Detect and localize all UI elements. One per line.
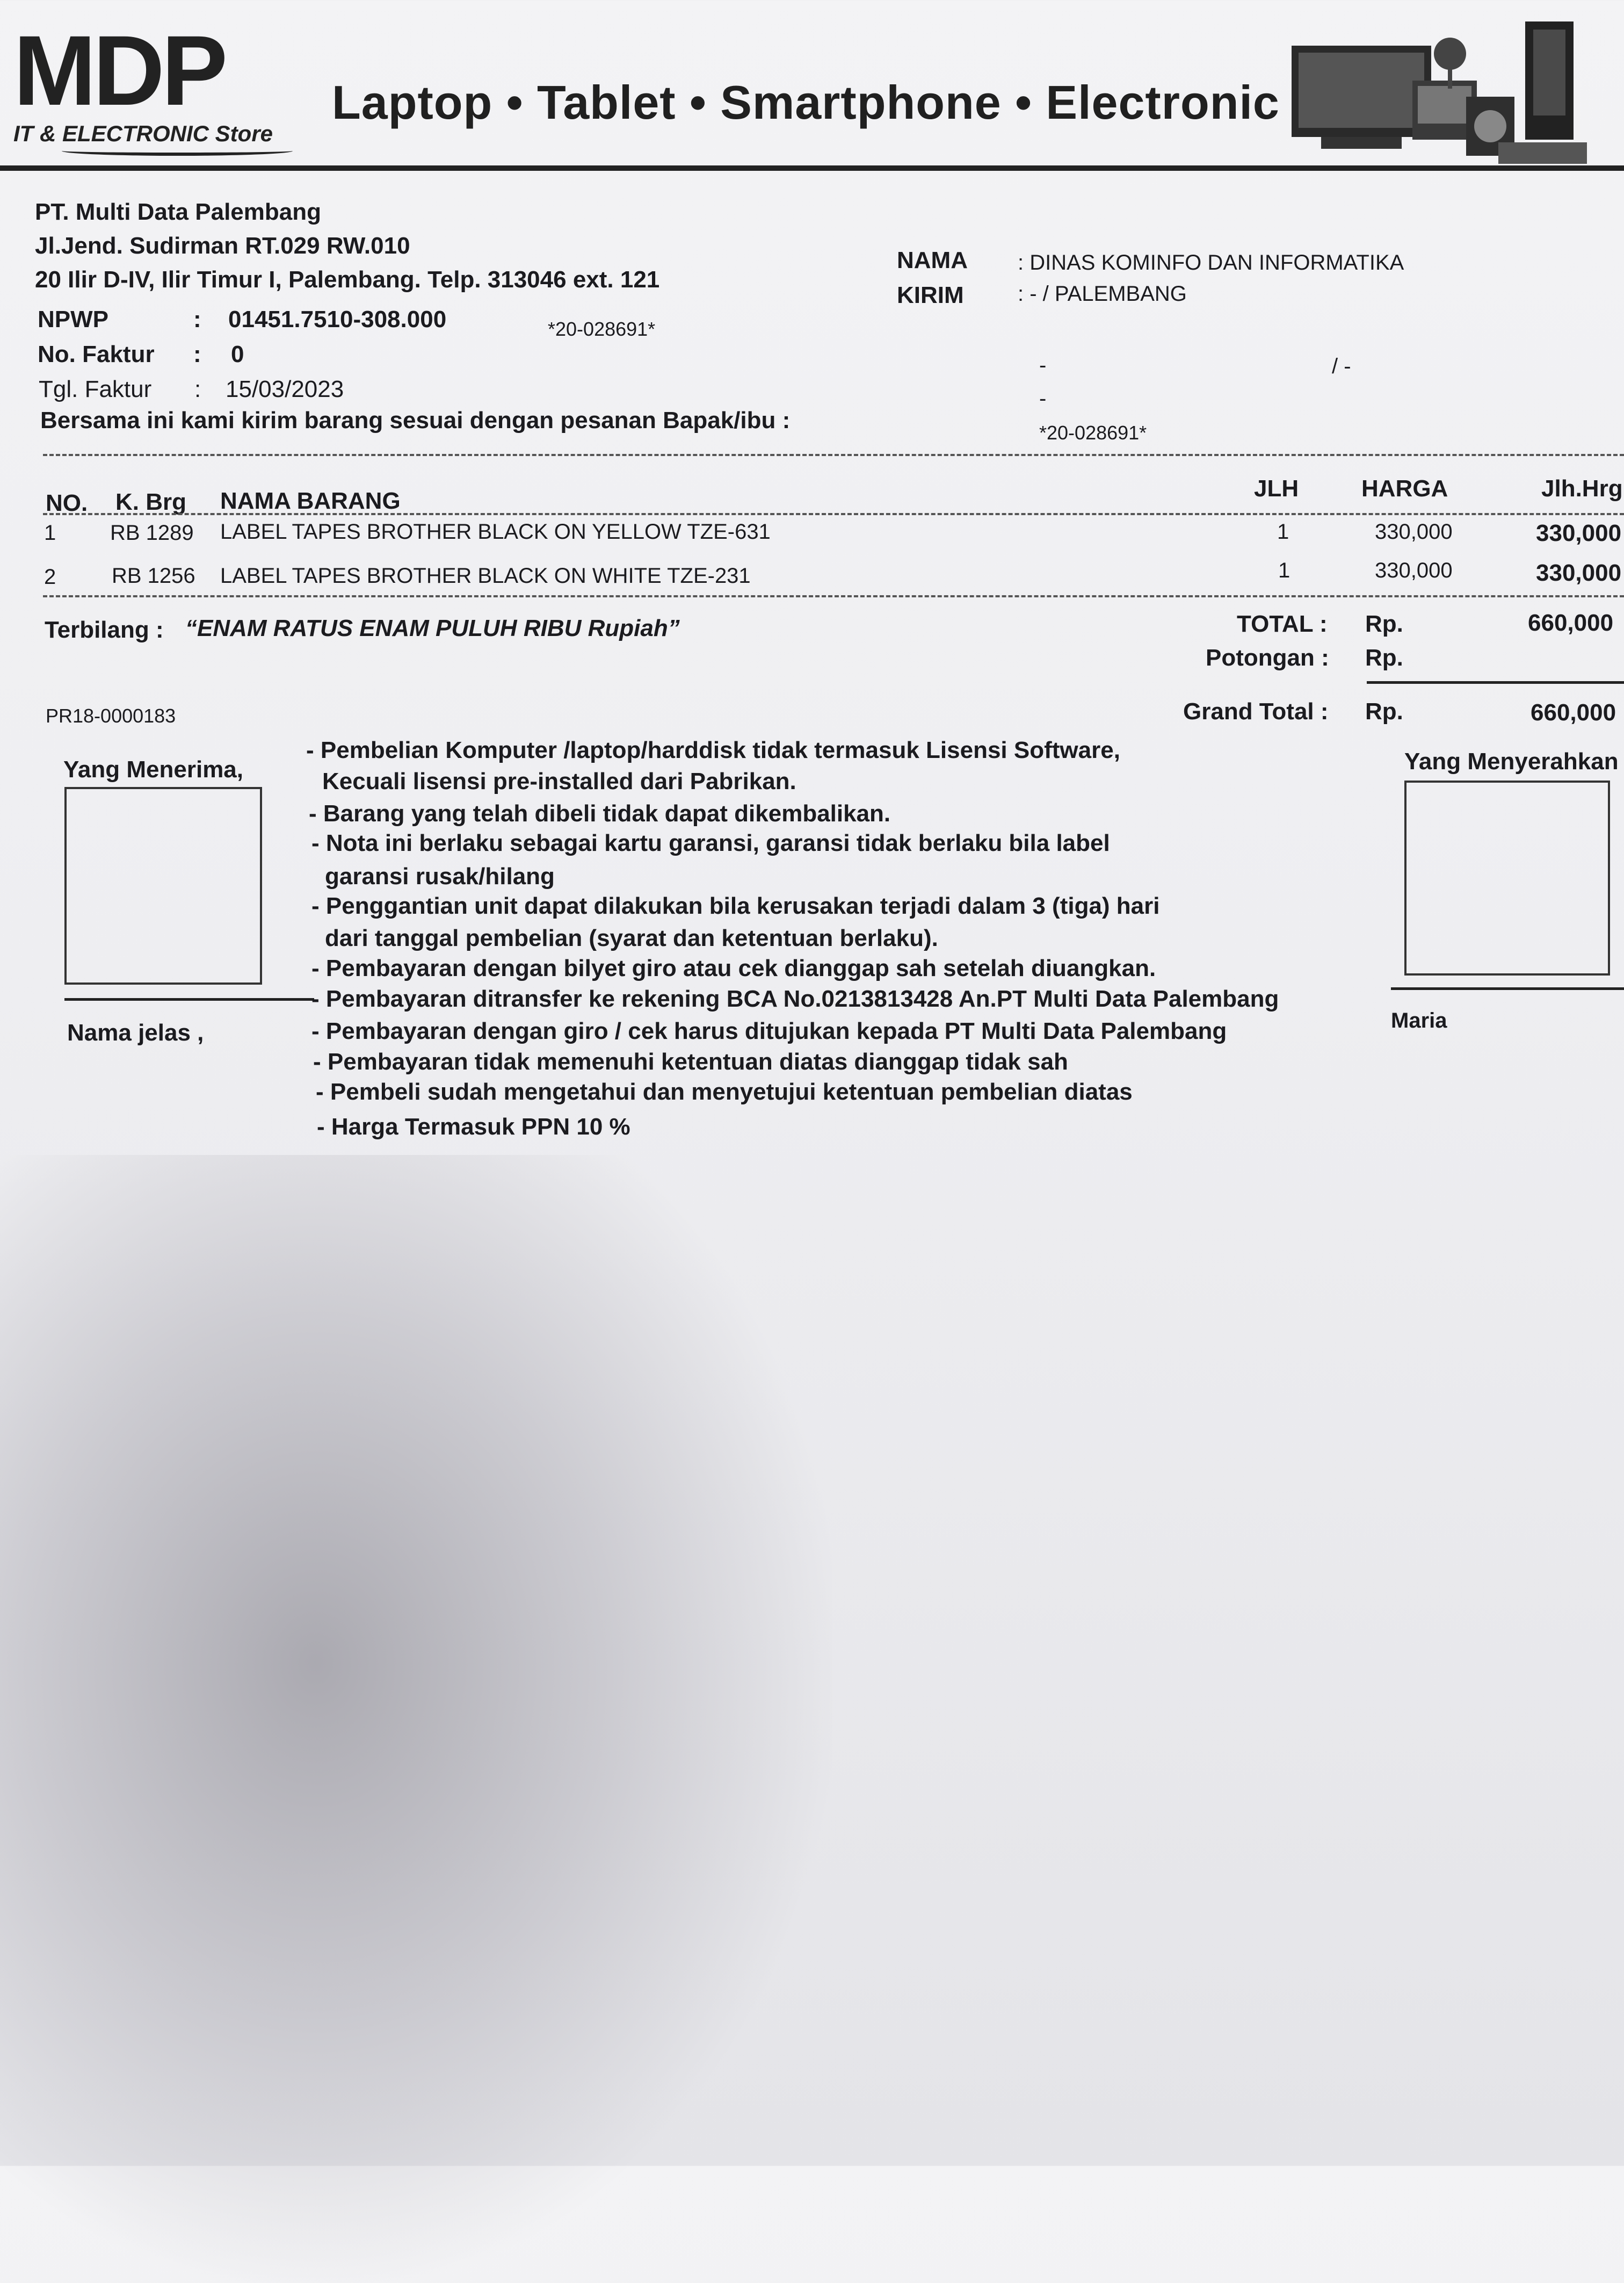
potongan-currency: Rp. (1365, 645, 1403, 671)
col-header-jlhhrg: Jlh.Hrg (1541, 475, 1623, 502)
giver-signature-line (1391, 987, 1624, 990)
barcode-text-left: *20-028691* (548, 318, 656, 340)
term-line: - Pembayaran dengan bilyet giro atau cek dianggap sah setelah diuangkan. (311, 955, 1156, 981)
recipient-dash-1: - (1039, 353, 1047, 377)
grand-total-currency: Rp. (1365, 698, 1403, 725)
logo-swoosh (62, 146, 293, 156)
summary-rule (1367, 681, 1624, 684)
faktur-label: No. Faktur (38, 341, 155, 367)
row-total: 330,000 (1536, 560, 1622, 586)
kirim-label: KIRIM (897, 282, 964, 308)
recipient-dash-2: / - (1332, 355, 1351, 378)
term-line: dari tanggal pembelian (syarat dan ketentuan berlaku). (325, 925, 938, 951)
grand-total-label: Grand Total : (1183, 698, 1329, 725)
total-value: 660,000 (1528, 610, 1614, 636)
logo-subtitle: IT & ELECTRONIC Store (13, 121, 273, 146)
term-line: - Pembayaran ditransfer ke rekening BCA No.0213813428 An.PT Multi Data Palembang (311, 986, 1279, 1012)
giver-label: Yang Menyerahkan (1404, 748, 1619, 775)
term-line: garansi rusak/hilang (325, 863, 555, 890)
recipient-dash-3: - (1039, 387, 1047, 410)
row-jlh: 1 (1277, 520, 1289, 544)
barcode-text-right: *20-028691* (1039, 422, 1147, 444)
row-harga: 330,000 (1375, 559, 1453, 582)
col-header-jlh: JLH (1254, 475, 1299, 502)
giver-signature-box (1404, 781, 1610, 976)
term-line: - Pembayaran dengan giro / cek harus ditujukan kepada PT Multi Data Palembang (311, 1018, 1227, 1044)
giver-name: Maria (1391, 1009, 1447, 1032)
reference-number: PR18-0000183 (46, 705, 176, 727)
col-header-nama: NAMA BARANG (220, 488, 401, 514)
nama-value: : DINAS KOMINFO DAN INFORMATIKA (1018, 251, 1404, 274)
npwp-label: NPWP (38, 306, 108, 333)
term-line: - Pembelian Komputer /laptop/harddisk tidak termasuk Lisensi Software, (306, 737, 1120, 763)
store-logo (13, 16, 293, 156)
row-total: 330,000 (1536, 520, 1622, 546)
electronics-devices-icon (1289, 16, 1590, 167)
term-line: - Nota ini berlaku sebagai kartu garansi, garansi tidak berlaku bila label (311, 830, 1110, 856)
divider-dashed-2 (43, 513, 1624, 515)
row-kbrg: RB 1289 (110, 521, 194, 545)
store-tagline: Laptop • Tablet • Smartphone • Electronic (332, 76, 1280, 129)
logo-text: MDP (13, 16, 225, 126)
intro-text: Bersama ini kami kirim barang sesuai dengan pesanan Bapak/ibu : (40, 407, 791, 434)
row-kbrg: RB 1256 (112, 564, 195, 588)
faktur-colon: : (193, 341, 201, 367)
npwp-colon: : (193, 306, 201, 333)
row-no: 2 (44, 565, 56, 589)
grand-total-value: 660,000 (1531, 699, 1616, 726)
company-name: PT. Multi Data Palembang (35, 199, 321, 225)
tgl-colon: : (194, 376, 201, 402)
terbilang-label: Terbilang : (45, 617, 164, 643)
tgl-label: Tgl. Faktur (39, 376, 152, 402)
tgl-value: 15/03/2023 (226, 376, 344, 402)
total-currency: Rp. (1365, 611, 1403, 637)
company-address-1: Jl.Jend. Sudirman RT.029 RW.010 (35, 233, 410, 259)
receiver-signature-line (64, 998, 314, 1001)
nama-label: NAMA (897, 247, 968, 273)
company-address-2: 20 Ilir D-IV, Ilir Timur I, Palembang. Telp. 313046 ext. 121 (35, 266, 660, 293)
col-header-no: NO. (46, 490, 88, 516)
hand-shadow (0, 1155, 832, 2283)
term-line: Kecuali lisensi pre-installed dari Pabrikan. (322, 768, 796, 794)
row-nama: LABEL TAPES BROTHER BLACK ON WHITE TZE-231 (220, 564, 751, 588)
npwp-value: 01451.7510-308.000 (228, 306, 447, 333)
receiver-name-label: Nama jelas , (67, 1020, 204, 1046)
total-label: TOTAL : (1237, 611, 1328, 637)
potongan-label: Potongan : (1206, 645, 1329, 671)
row-jlh: 1 (1278, 559, 1291, 582)
term-line: - Harga Termasuk PPN 10 % (317, 1114, 630, 1140)
col-header-kbrg: K. Brg (115, 489, 186, 515)
row-no: 1 (44, 521, 56, 545)
divider-dashed-3 (43, 595, 1624, 597)
divider-dashed-1 (43, 454, 1624, 456)
row-harga: 330,000 (1375, 520, 1453, 544)
faktur-value: 0 (231, 341, 244, 367)
col-header-harga: HARGA (1361, 475, 1448, 502)
term-line: - Penggantian unit dapat dilakukan bila kerusakan terjadi dalam 3 (tiga) hari (311, 893, 1160, 919)
term-line: - Barang yang telah dibeli tidak dapat dikembalikan. (309, 800, 891, 827)
kirim-value: : - / PALEMBANG (1018, 282, 1187, 306)
header-divider (0, 165, 1624, 171)
term-line: - Pembayaran tidak memenuhi ketentuan diatas dianggap tidak sah (313, 1049, 1068, 1075)
receiver-signature-box (64, 787, 262, 985)
receiver-label: Yang Menerima, (63, 756, 244, 783)
term-line: - Pembeli sudah mengetahui dan menyetujui ketentuan pembelian diatas (316, 1079, 1133, 1105)
terbilang-value: “ENAM RATUS ENAM PULUH RIBU Rupiah” (185, 615, 680, 641)
row-nama: LABEL TAPES BROTHER BLACK ON YELLOW TZE-631 (220, 520, 771, 544)
